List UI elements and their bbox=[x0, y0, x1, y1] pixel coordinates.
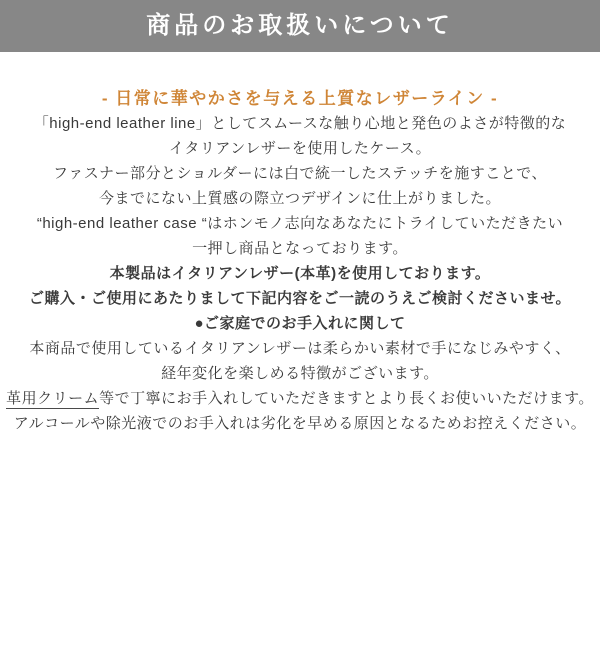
leather-line-subtitle: - 日常に華やかさを与える上質なレザーライン - bbox=[101, 89, 499, 108]
care-intro-line: 経年変化を楽しめる特徴がございます。 bbox=[161, 365, 439, 382]
home-care-heading: ●ご家庭でのお手入れに関して bbox=[194, 315, 406, 332]
care-cream-term: 革用クリーム bbox=[6, 390, 100, 407]
recommend-paragraph bbox=[0, 211, 600, 261]
recommend-line: 一押し商品となっております。 bbox=[192, 240, 408, 257]
care-warning-paragraph: アルコールや除光液でのお手入れは劣化を早める原因となるためお控えください。 bbox=[13, 415, 587, 432]
section-title: 商品のお取扱いについて bbox=[146, 12, 454, 39]
care-intro-paragraph bbox=[0, 336, 600, 386]
intro-line: 今までにない上質感の際立つデザインに仕上がりました。 bbox=[99, 190, 501, 207]
notice-line: ご購入・ご使用にあたりまして下記内容をご一読のうえご検討くださいませ。 bbox=[28, 290, 572, 307]
care-cream-paragraph bbox=[0, 386, 600, 411]
care-intro-line: 本商品で使用しているイタリアンレザーは柔らかい素材で手になじみやすく、 bbox=[29, 340, 571, 357]
notice-line: 本製品はイタリアンレザー(本革)を使用しております。 bbox=[109, 265, 491, 282]
intro-line: イタリアンレザーを使用したケース。 bbox=[168, 140, 432, 157]
recommend-line: “high-end leather case “はホンモノ志向なあなたにトライしていただきたい bbox=[36, 215, 564, 232]
intro-paragraph bbox=[0, 111, 600, 211]
intro-line: 「high-end leather line」としてスムースな触り心地と発色のよさが特徴的な bbox=[33, 115, 567, 132]
section-header-bar bbox=[0, 0, 600, 52]
intro-line: ファスナー部分とショルダーには白で統一したステッチを施すことで、 bbox=[53, 165, 547, 182]
leather-notice-paragraph bbox=[0, 261, 600, 311]
care-cream-rest: 等で丁寧にお手入れしていただきますとより長くお使いいただけます。 bbox=[99, 390, 594, 407]
